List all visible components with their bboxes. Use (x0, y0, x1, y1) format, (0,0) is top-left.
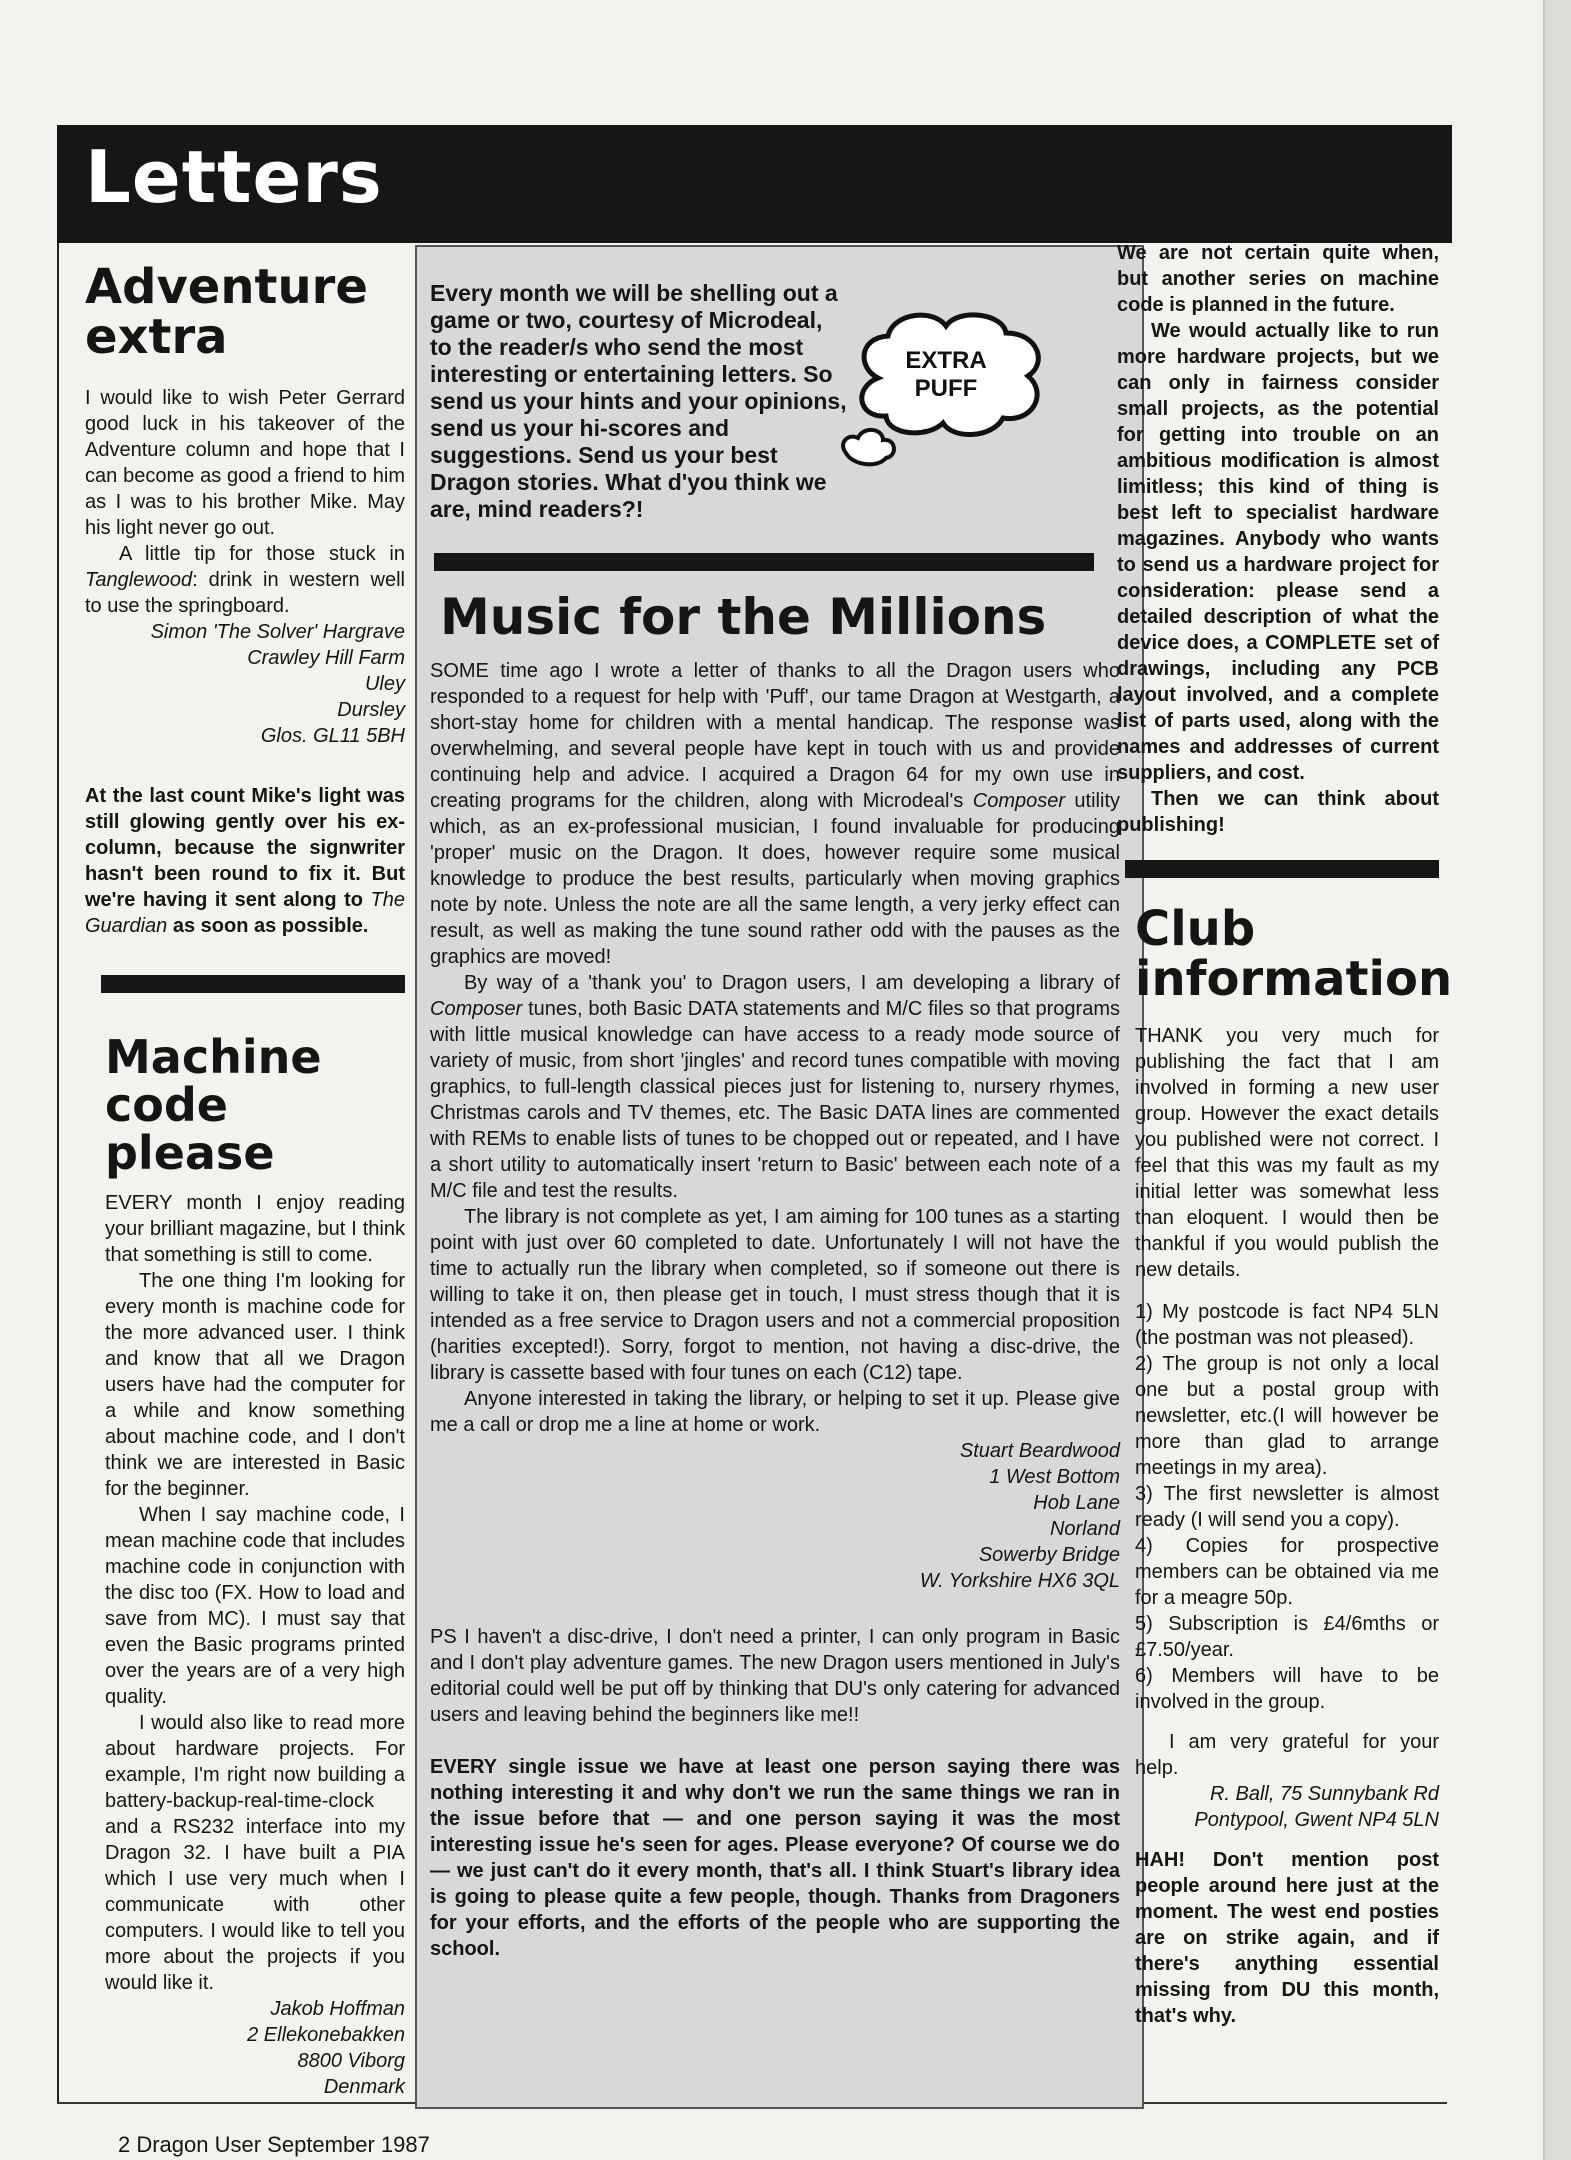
signature-line: Hob Lane (1033, 1491, 1120, 1514)
club-item: 4) Copies for prospective members can be obtained via me for a meagre 50p. (1135, 1534, 1439, 1609)
adventure-p2-emphasis: Tanglewood (85, 568, 193, 591)
music-p2-text-end: tunes, both Basic DATA statements and M/C files so that programs with little musical knowledge can have access to a ready mode source of variety of music, from short 'jingles' and record tunes compatible with moving graphics, to full-length classical pieces just for listening to, nursery rhymes, Christmas carols and TV themes, etc. The Basic DATA lines are commented with REMs to enable lists of tunes to be chopped out or repeated, and I have a short utility to automatically insert 'return to Basic' between each note of a M/C file and test the results. (430, 997, 1120, 1202)
page-footer: 2 Dragon User September 1987 (118, 2132, 430, 2157)
club-headline (1135, 901, 1453, 1008)
frame-left-rule (57, 243, 59, 2103)
signature-line: Sowerby Bridge (978, 1543, 1120, 1566)
club-item: 1) My postcode is fact NP4 5LN (the postman was not pleased). (1135, 1300, 1439, 1349)
signature-line: Simon 'The Solver' Hargrave (150, 620, 405, 643)
signature-line: Norland (1049, 1517, 1120, 1540)
adventure-letter-p1: I would like to wish Peter Gerrard good luck in his takeover of the Adventure column and hope that I can become as good a friend to him as I was to his brother Mike. May his light never go out. (85, 386, 405, 539)
adventure-p2-text: A little tip for those stuck in (119, 542, 405, 565)
signature-line: Pontypool, Gwent NP4 5LN (1194, 1808, 1439, 1831)
machine-code-p1: EVERY month I enjoy reading your brilliant magazine, but I think that something is still to come. (105, 1191, 405, 1266)
music-p3: The library is not complete as yet, I am aiming for 100 tunes as a starting point with just over 60 completed to date. Unfortunately I will not have the time to actually run the library when completed, so if someone out there is willing to take it on, then please get in touch, I must stress though that it is intended as a free service to Dragon users and not a commercial proposition (harities excepted!). Sorry, forgot to mention, not having a disc-drive, the library is cassette based with four tunes on each (C12) tape. (430, 1205, 1120, 1384)
club-thanks: I am very grateful for your help. (1135, 1730, 1439, 1779)
reply-text-end: as soon as possible. (167, 914, 369, 937)
music-p4: Anyone interested in taking the library, or helping to set it up. Please give me a call or drop me a line at home or work. (430, 1387, 1120, 1436)
music-p2-text: By way of a 'thank you' to Dragon users, I am developing a library of (464, 971, 1120, 994)
machine-code-letter (105, 1190, 405, 2100)
reply-text: At the last count Mike's light was still glowing gently over his ex-column, because the signwriter hasn't been round to fix it. But we're having it sent along to (85, 784, 405, 911)
signature-line: 1 West Bottom (989, 1465, 1120, 1488)
cloud-line-1: EXTRA (905, 347, 987, 374)
music-postscript: PS I haven't a disc-drive, I don't need a printer, I can only program in Basic and I don't play adventure games. The new Dragon users mentioned in July's editorial could well be put off by thinking that DU's only catering for advanced users and leaving behind the beginners like me!! (430, 1625, 1120, 1726)
right-reply-p1: We are not certain quite when, but another series on machine code is planned in the future. (1117, 242, 1439, 316)
club-item: 5) Subscription is £4/6mths or £7.50/year. (1135, 1612, 1439, 1661)
signature-line: Denmark (323, 2075, 405, 2098)
divider-rule (434, 553, 1094, 571)
column-middle (430, 280, 1120, 1962)
signature-line: Dursley (337, 698, 405, 721)
promo-text: Every month we will be shelling out a game or two, courtesy of Microdeal, to the reader/s who send the most interesting or entertaining letters. So send us your hints and your opinions, send us your hi-scores and suggestions. Send us your best Dragon stories. What d'you think we are, mind readers?! (430, 280, 847, 522)
club-headline-line2: information (1135, 951, 1453, 1008)
music-p1-text: SOME time ago I wrote a letter of thanks to all the Dragon users who responded to a request for help with 'Puff', our tame Dragon at Westgarth, a short-stay home for children with a mental handicap. The response was overwhelming, and several people have kept in touch with us and provide continuing help and advice. I acquired a Dragon 64 for my own use in creating programs for the children, along with Microdeal's (430, 659, 1120, 812)
signature-line: Stuart Beardwood (959, 1439, 1120, 1462)
section-banner (57, 125, 1452, 243)
column-right (1117, 240, 1453, 2029)
section-title: Letters (85, 135, 383, 219)
club-intro: THANK you very much for publishing the fact that I am involved in forming a new user group. However the exact details you published were not correct. I feel that this was my fault as my initial letter was somewhat less than eloquent. I would then be thankful if you would publish the new details. (1135, 1024, 1439, 1281)
extra-puff-cloud (838, 308, 1058, 468)
music-editor-reply: EVERY single issue we have at least one person saying there was nothing interesting it and why don't we run the same things we ran in the issue before that — and one person saying it was the most interesting issue he's seen for ages. Please everyone? Of course we do — we just can't do it every month, that's all. I think Stuart's library idea is going to please quite a few people, though. Thanks from Dragoners for your efforts, and the efforts of the people who are supporting the school. (430, 1755, 1120, 1960)
music-p1 (430, 658, 1120, 970)
signature-line: R. Ball, 75 Sunnybank Rd (1209, 1782, 1439, 1805)
adventure-letter-p2 (85, 541, 405, 619)
club-letter (1135, 1023, 1439, 2029)
music-p2-emphasis: Composer (430, 997, 523, 1020)
page-edge (1543, 0, 1571, 2160)
signature-line: Uley (364, 672, 405, 695)
music-letter (430, 658, 1120, 1962)
right-reply-p2: We would actually like to run more hardware projects, but we can only in fairness consider small projects, as the potential for getting into trouble on an ambitious modification is almost limitless; this kind of thing is best left to specialist hardware magazines. Anybody who wants to send us a hardware project for consideration: please send a detailed description of what the device does, a COMPLETE set of drawings, including any PCB layout involved, and a complete list of parts used, along with the names and addresses of current suppliers, and cost. (1117, 320, 1439, 784)
club-headline-line1: Club (1135, 901, 1256, 957)
club-item: 2) The group is not only a local one but a postal group with newsletter, etc.(I will however be more than glad to arrange meetings in my area). (1135, 1352, 1439, 1479)
signature-line: Glos. GL11 5BH (260, 724, 405, 747)
machine-code-headline: Machine code please (105, 1029, 322, 1181)
club-item: 3) The first newsletter is almost ready (I will send you a copy). (1135, 1482, 1439, 1531)
machine-code-p3: When I say machine code, I mean machine code that includes machine code in conjunction with the disc too (FX. How to load and save from MC). I must say that even the Basic programs printed over the years are of a very high quality. (105, 1503, 405, 1708)
signature-line: 8800 Viborg (297, 2049, 405, 2072)
adventure-editor-reply (85, 783, 405, 939)
signature-line: 2 Ellekonebakken (247, 2023, 405, 2046)
machine-code-p4: I would also like to read more about hardware projects. For example, I'm right now building a battery-backup-real-time-clock and a RS232 interface into my Dragon 32. I have built a PIA which I use very much when I communicate with other computers. I would like to tell you more about the projects if you would like it. (105, 1711, 405, 1994)
music-p2 (430, 970, 1120, 1204)
music-p1-emphasis: Composer (972, 789, 1066, 812)
signature-line: Crawley Hill Farm (247, 646, 405, 669)
signature-line: Jakob Hoffman (270, 1997, 405, 2020)
reply-emphasis: The Guardian (85, 888, 405, 937)
adventure-p2-text-end: : drink in western well to use the springboard. (85, 568, 405, 617)
cloud-puff-small (843, 430, 894, 464)
adventure-signature (85, 619, 405, 749)
club-item: 6) Members will have to be involved in the group. (1135, 1664, 1439, 1713)
club-editor-reply: HAH! Don't mention post people around here just at the moment. The west end posties are on strike again, and if there's anything essential missing from DU this month, that's why. (1135, 1848, 1439, 2027)
signature-line: W. Yorkshire HX6 3QL (919, 1569, 1120, 1592)
cloud-line-2: PUFF (914, 375, 978, 402)
right-reply-p3: Then we can think about publishing! (1117, 788, 1439, 836)
divider-rule (101, 975, 405, 993)
music-headline: Music for the Millions (440, 588, 1047, 646)
music-p1-text-end: utility which, as an ex-professional musician, I found invaluable for producing 'proper' music on the Dragon. It does, however require some musical knowledge to produce the best results, particularly when moving graphics note by note. Unless the note are all the same length, a very jerky effect can result, as well as making the tune sound rather odd with the pauses as the graphics are moved! (430, 789, 1121, 968)
machine-code-p2: The one thing I'm looking for every month is machine code for the more advanced user. I think and know that all we Dragon users have had the computer for a while and know something about machine code, and I don't think we are interested in Basic for the beginner. (105, 1269, 405, 1500)
column-left (85, 259, 405, 2100)
adventure-headline: Adventure extra (85, 259, 368, 366)
divider-rule (1125, 860, 1439, 878)
